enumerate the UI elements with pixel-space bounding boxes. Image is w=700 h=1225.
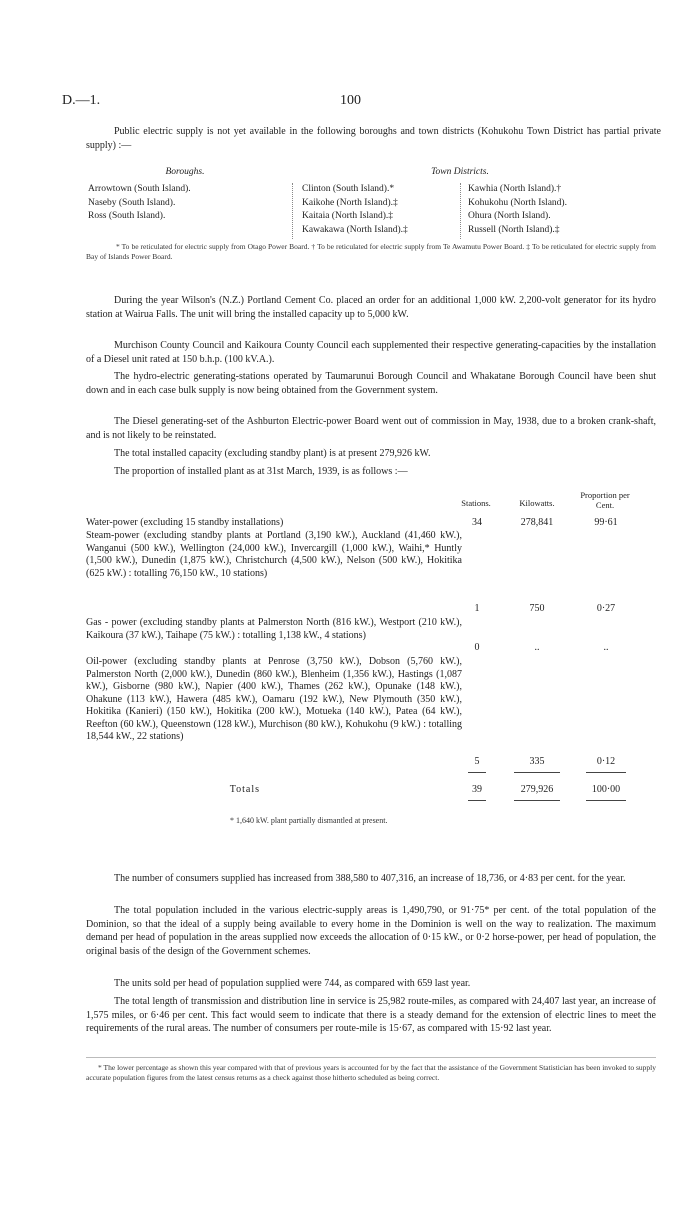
column-divider: [292, 183, 293, 239]
table-row-desc: Water-power (excluding 15 standby installations): [86, 517, 284, 528]
list-item: Naseby (South Island).: [88, 197, 176, 208]
sum-rule: [586, 772, 626, 773]
line-length-paragraph: The total length of transmission and distribution line in service is 25,982 route-miles, as compared with 24,407 last year, an increase of 1,575 miles, or 6·46 per cent. This fact would seem to indicate that there is a steady demand for the extension of electric lines to meet the requirements of the rural areas. The number of consumers per route-mile is 15·67, as compared with 15·92 last year.: [86, 996, 656, 1034]
table-footnote: * 1,640 kW. plant partially dismantled at present.: [230, 816, 388, 825]
table-cell-proportion: ..: [603, 642, 609, 653]
table-cell-stations: 1: [474, 603, 480, 614]
consumers-paragraph: The number of consumers supplied has increased from 388,580 to 407,316, an increase of 18,736, or 4·83 per cent. for the year.: [114, 873, 626, 884]
list-item: Ohura (North Island).: [468, 211, 551, 221]
table-cell-proportion: 0·12: [596, 756, 616, 767]
list-item: Arrowtown (South Island).: [88, 184, 191, 194]
kilowatts-header: Kilowatts.: [519, 498, 555, 508]
population-paragraph: The total population included in the various electric-supply areas is 1,490,790, or 91·75* per cent. of the total population of the Dominion, so that the ideal of a supply being available to every home in the Dominion is well on the way to realization. The maximum demand per head of population in the areas supplied now exceeds the allocation of 0·15 kW., or 0·2 horse-power, per head of population, the original basis of the design of the Government schemes.: [86, 905, 656, 957]
totals-proportion: 100·00: [591, 784, 621, 795]
footnote-divider: [86, 1057, 656, 1058]
table-cell-proportion: 99·61: [594, 517, 618, 528]
town-districts-list-1: [302, 183, 408, 237]
hydro-paragraph: The hydro-electric generating-stations operated by Taumarunui Borough Council and Whakatane Borough Council have been shut down and in each case bulk supply is now being obtained from the Government system.: [86, 371, 656, 396]
list-item: Kohukohu (North Island).: [468, 197, 567, 208]
table-cell-stations: 34: [472, 517, 482, 528]
bottom-footnote: * The lower percentage as shown this year compared with that of previous years is accounted for by the fact that the assistance of the Government Statistician has been invoked to supply accurate population figures from the latest census returns as a check against those hitherto scheduled as being correct.: [86, 1063, 656, 1082]
wilson-paragraph: During the year Wilson's (N.Z.) Portland Cement Co. placed an order for an additional 1,000 kW. 2,200-volt generator for its hydro station at Wairua Falls. The unit will bring the installed capacity up to 5,000 kW.: [86, 295, 656, 320]
table-cell-proportion: 0·27: [596, 603, 616, 614]
boroughs-list: [88, 183, 191, 224]
total-rule: [468, 800, 486, 801]
totals-kilowatts: 279,926: [520, 784, 554, 795]
report-code: D.—1.: [62, 93, 101, 108]
column-divider: [460, 183, 461, 239]
town-districts-heading: Town Districts.: [431, 167, 489, 177]
table-cell-kilowatts: ..: [534, 642, 540, 653]
list-item: Ross (South Island).: [88, 211, 166, 221]
table-cell-kilowatts: 335: [529, 756, 545, 767]
list-item: Russell (North Island).‡: [468, 224, 560, 235]
sum-rule: [468, 772, 486, 773]
table-cell-stations: 0: [474, 642, 480, 653]
list-item: Clinton (South Island).*: [302, 184, 395, 194]
sum-rule: [514, 772, 560, 773]
stations-header: Stations.: [461, 498, 491, 508]
proportion-header: Proportion per Cent.: [580, 490, 630, 510]
total-rule: [514, 800, 560, 801]
list-footnote: * To be reticulated for electric supply from Otago Power Board. † To be reticulated for electric supply from Te Awamutu Power Board. ‡ To be reticulated for electric supply from Bay of Islands Power Board.: [86, 242, 656, 261]
totals-stations: 39: [472, 784, 482, 795]
capacity-paragraph: The total installed capacity (excluding standby plant) is at present 279,926 kW.: [114, 448, 431, 459]
table-row-desc: Oil-power (excluding standby plants at Penrose (3,750 kW.), Dobson (5,760 kW.), Palmerston North (2,000 kW.), Dunedin (860 kW.), Blenheim (1,356 kW.), Hastings (1,087 kW.), Gisborne (980 kW.), Napier (400 kW.), Thames (262 kW.), Opunake (148 kW.), Ohakune (113 kW.), Hawera (485 kW.), Oamaru (192 kW.), New Plymouth (350 kW.), Hokitika (Kanieri) (150 kW.), Hokitika (200 kW.), Motueka (140 kW.), Patea (64 kW.), Reefton (60 kW.), Queenstown (128 kW.), Murchison (80 kW.), Kohukohu (9 kW.) : totalling 18,544 kW., 22 stations): [86, 656, 462, 742]
proportion-paragraph: The proportion of installed plant as at 31st March, 1939, is as follows :—: [114, 466, 408, 477]
table-cell-kilowatts: 278,841: [520, 517, 554, 528]
list-item: Kaikohe (North Island).‡: [302, 197, 398, 208]
boroughs-heading: Boroughs.: [165, 167, 205, 177]
murchison-paragraph: Murchison County Council and Kaikoura County Council each supplemented their respective generating-capacities by the installation of a Diesel unit rated at 150 b.h.p. (100 kV.A.).: [86, 340, 656, 365]
units-sold-paragraph: The units sold per head of population supplied were 744, as compared with 659 last year.: [114, 978, 471, 989]
totals-label: Totals: [229, 784, 260, 795]
table-cell-stations: 5: [474, 756, 480, 767]
page-number: 100: [340, 93, 361, 108]
town-districts-list-2: [468, 183, 567, 237]
intro-paragraph: Public electric supply is not yet available in the following boroughs and town districts (Kohukohu Town District has partial private supply) :—: [86, 126, 661, 151]
list-item: Kaitaia (North Island).‡: [302, 211, 394, 221]
list-item: Kawakawa (North Island).‡: [302, 224, 408, 235]
total-rule: [586, 800, 626, 801]
diesel-paragraph: The Diesel generating-set of the Ashburton Electric-power Board went out of commission in May, 1938, due to a broken crank-shaft, and is not likely to be reinstated.: [86, 416, 656, 441]
table-cell-kilowatts: 750: [529, 603, 545, 614]
table-row-desc: Gas - power (excluding standby plants at Palmerston North (816 kW.), Westport (210 kW.), Kaikoura (37 kW.), Taihape (75 kW.) : totalling 1,138 kW., 4 stations): [86, 617, 462, 641]
table-row-desc: Steam-power (excluding standby plants at Portland (3,190 kW.), Auckland (41,460 kW.), Wanganui (500 kW.), Wellington (24,000 kW.), Invercargill (1,000 kW.), Waihi,* Huntly (1,500 kW.), Dunedin (1,875 kW.), Christchurch (4,500 kW.), Nelson (500 kW.), Hokitika (625 kW.) : totalling 76,150 kW., 10 stations): [86, 530, 462, 579]
list-item: Kawhia (North Island).†: [468, 184, 562, 194]
